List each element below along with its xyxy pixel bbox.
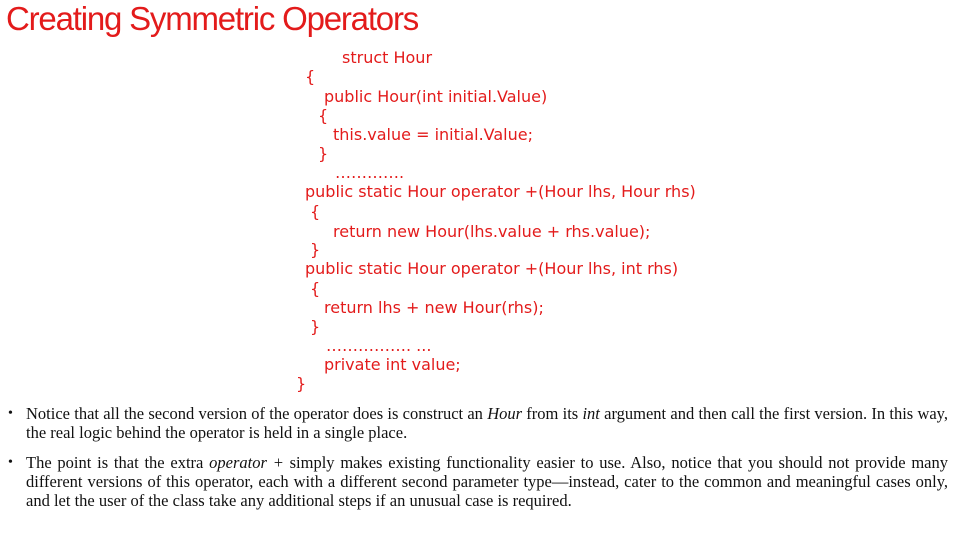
code-line-struct: struct Hour xyxy=(342,48,433,67)
bullet-text-1: Notice that all the second version of the operator does is construct an Hour from its int argument and then call the first version. In this way, the real logic behind the operator is held in a single place. xyxy=(26,404,948,442)
code-line-open-brace: { xyxy=(305,67,316,86)
bullet-text-2: The point is that the extra operator + simply makes existing functionality easier to use. Also, notice that you should not provide many different versions of this operator, each with a different second parameter type—instead, cater to the common and meaningful cases only, and let the user of the class take any additional steps if an unusual case is required. xyxy=(26,453,948,510)
bullet-item-2 xyxy=(8,453,948,510)
code-line-operator-hour-int: public static Hour operator +(Hour lhs, int rhs) xyxy=(305,259,679,278)
code-line-op1-open-brace: { xyxy=(310,202,321,221)
code-line-assignment: this.value = initial.Value; xyxy=(333,125,533,144)
code-line-operator-hour-hour: public static Hour operator +(Hour lhs, Hour rhs) xyxy=(305,182,696,201)
code-line-ellipsis-2: ……………. ... xyxy=(326,336,432,355)
code-line-return-lhs: return lhs + new Hour(rhs); xyxy=(324,298,544,317)
code-line-op2-close-brace: } xyxy=(310,317,321,336)
code-line-return-new-hour: return new Hour(lhs.value + rhs.value); xyxy=(333,222,651,241)
code-line-close-brace: } xyxy=(296,374,307,393)
code-line-ctor-close-brace: } xyxy=(318,144,329,163)
code-line-ellipsis-1: …………. xyxy=(335,163,405,182)
bullet-dot-icon: • xyxy=(8,455,13,470)
code-line-constructor: public Hour(int initial.Value) xyxy=(324,87,548,106)
code-line-op2-open-brace: { xyxy=(310,279,321,298)
slide-title: Creating Symmetric Operators xyxy=(6,0,419,37)
code-line-op1-close-brace: } xyxy=(310,240,321,259)
bullet-item-1 xyxy=(8,404,948,442)
bullet-dot-icon: • xyxy=(8,406,13,421)
code-line-ctor-open-brace: { xyxy=(318,106,329,125)
code-line-private-field: private int value; xyxy=(324,355,461,374)
